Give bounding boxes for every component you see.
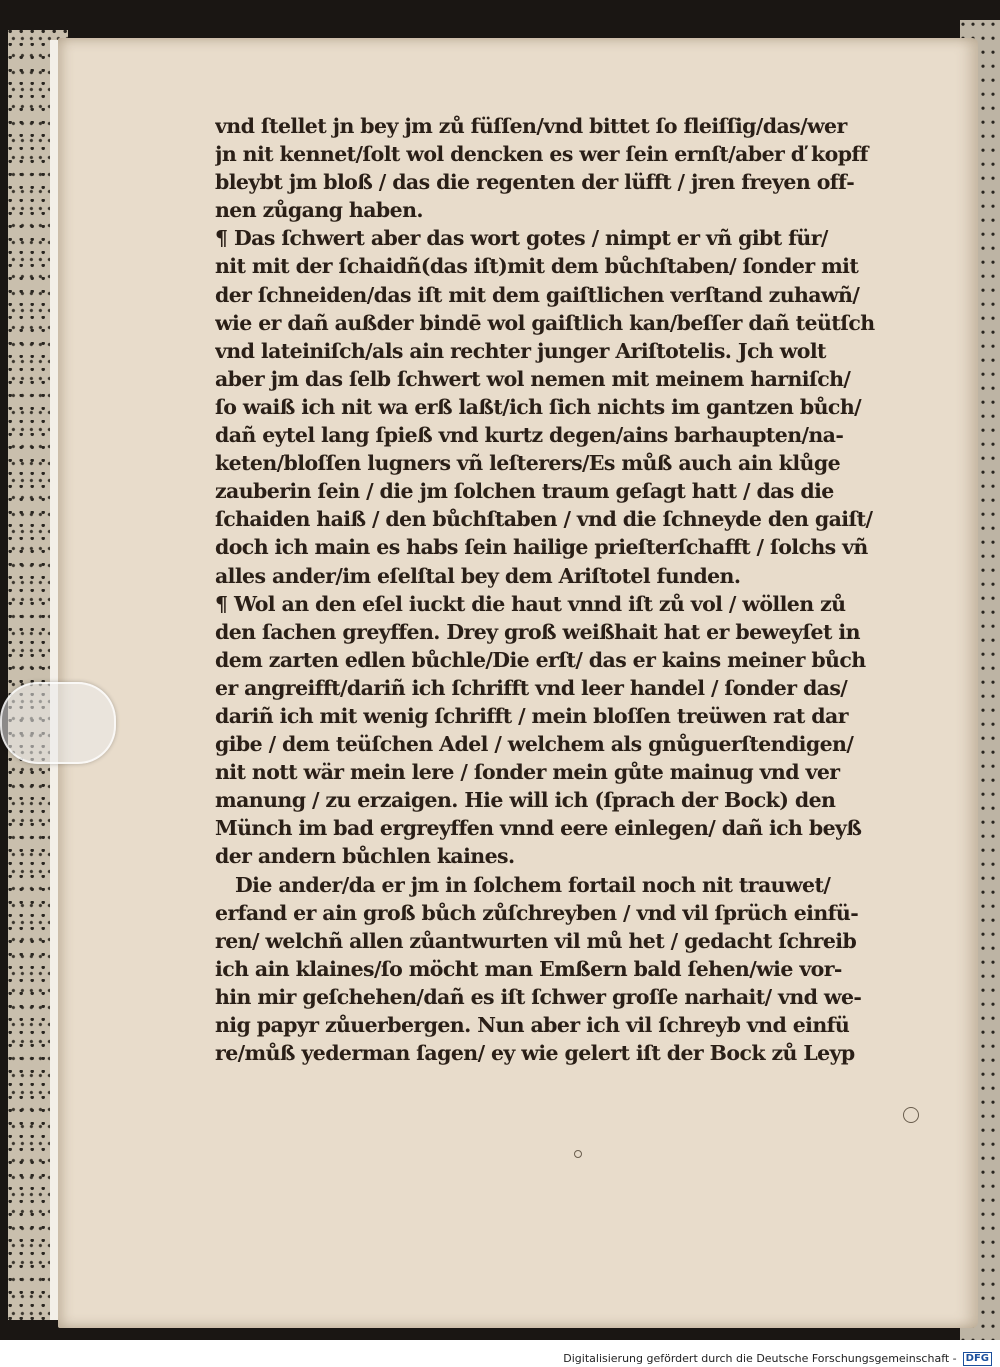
footer-credit: Digitalisierung gefördert durch die Deutsche Forschungsgemeinschaft - bbox=[563, 1352, 957, 1365]
text-line: vnd ſtellet jn bey jm zů füſſen/vnd bittet ſo fleiſſig/das/wer bbox=[215, 114, 847, 138]
text-line: nit mit der ſchaidñ(das iſt)mit dem bůchſtaben/ ſonder mit bbox=[215, 254, 859, 279]
glass-clip bbox=[0, 682, 116, 764]
text-line: hin mir geſchehen/dañ es iſt ſchwer groſſe narhait/ vnd we‑ bbox=[215, 984, 862, 1009]
text-line: wie er dañ außder bindē wol gaiſtlich kan/beſſer dañ teütſch bbox=[215, 310, 875, 335]
text-line: re/můß yederman ſagen/ ey wie gelert iſt der Bock zů Leyp bbox=[215, 1041, 855, 1066]
text-line: der andern bůchlen kaines. bbox=[215, 844, 515, 869]
text-line: bleybt jm bloß / das die regenten der lüfft / jren freyen off‑ bbox=[215, 170, 855, 195]
text-line: nen zůgang haben. bbox=[215, 198, 423, 223]
text-line: ¶ Das ſchwert aber das wort gotes / nimpt er vñ gibt für/ bbox=[215, 226, 828, 251]
dfg-logo-icon: DFG bbox=[963, 1352, 992, 1366]
text-line: nit nott wär mein lere / ſonder mein gůte mainug vnd ver bbox=[215, 760, 840, 785]
text-line: aber jm das ſelb ſchwert wol nemen mit meinem harniſch/ bbox=[215, 366, 851, 391]
text-line: ¶ Wol an den eſel iuckt die haut vnnd iſt zů vol / wöllen zů bbox=[215, 591, 846, 616]
text-line: ſo waiß ich nit wa erß laßt/ich ſich nichts im gantzen bůch/ bbox=[215, 394, 862, 419]
text-line: er angreifft/dariñ ich ſchrifft vnd leer handel / ſonder das/ bbox=[215, 675, 848, 700]
text-line: dem zarten edlen bůchle/Die erſt/ das er kains meiner bůch bbox=[215, 647, 866, 672]
text-line: erfand er ain groß bůch zůſchreyben / vnd vil ſprüch einfü‑ bbox=[215, 900, 859, 925]
footer bbox=[563, 1350, 992, 1367]
text-line: ren/ welchñ allen zůantwurten vil mů het / gedacht ſchreib bbox=[215, 928, 857, 953]
text-line: ſchaiden haiß / den bůchſtaben / vnd die ſchneyde den gaiſt/ bbox=[215, 507, 873, 532]
text-line: den ſachen greyffen. Drey groß weißhait hat er beweyſet in bbox=[215, 619, 860, 644]
text-line: keten/bloſſen lugners vñ leſterers/Es můß auch ain klůge bbox=[215, 451, 841, 476]
text-line: der ſchneiden/das iſt mit dem gaiſtlichen verſtand zuhawñ/ bbox=[215, 282, 860, 307]
text-line: gibe / dem teüſchen Adel / welchem als gnůguerſtendigen/ bbox=[215, 732, 854, 757]
text-line: ich ain klaines/ſo möcht man Emßern bald ſehen/wie vor‑ bbox=[215, 956, 842, 981]
text-line: manung / zu erzaigen. Hie will ich (ſprach der Bock) den bbox=[215, 788, 836, 813]
text-line: jn nit kennet/ſolt wol dencken es wer ſein ernſt/aber ď kopff bbox=[215, 142, 868, 167]
text-line: alles ander/im eſelſtal bey dem Ariſtotel funden. bbox=[215, 563, 741, 588]
text-line: vnd lateiniſch/als ain rechter junger Ariſtotelis. Jch wolt bbox=[215, 338, 826, 363]
text-line: zauberin ſein / die jm ſolchen traum geſagt hatt / das die bbox=[215, 479, 834, 504]
page-text bbox=[215, 112, 905, 1067]
stain-mark bbox=[574, 1150, 582, 1158]
text-line: dañ eytel lang ſpieß vnd kurtz degen/ains barhaupten/na‑ bbox=[215, 423, 844, 448]
text-line: doch ich main es habs ſein hailige prieſterſchafft / ſolchs vñ bbox=[215, 535, 868, 560]
text-line: dariñ ich mit wenig ſchrifft / mein bloſſen treüwen rat dar bbox=[215, 703, 848, 728]
stain-mark bbox=[903, 1107, 919, 1123]
text-line: Münch im bad ergreyffen vnnd eere einlegen/ dañ ich beyß bbox=[215, 816, 862, 841]
text-line: nig papyr zůuerbergen. Nun aber ich vil ſchreyb vnd einfü bbox=[215, 1013, 850, 1037]
text-line: Die ander/da er jm in ſolchem fortail noch nit trauwet/ bbox=[235, 872, 831, 897]
